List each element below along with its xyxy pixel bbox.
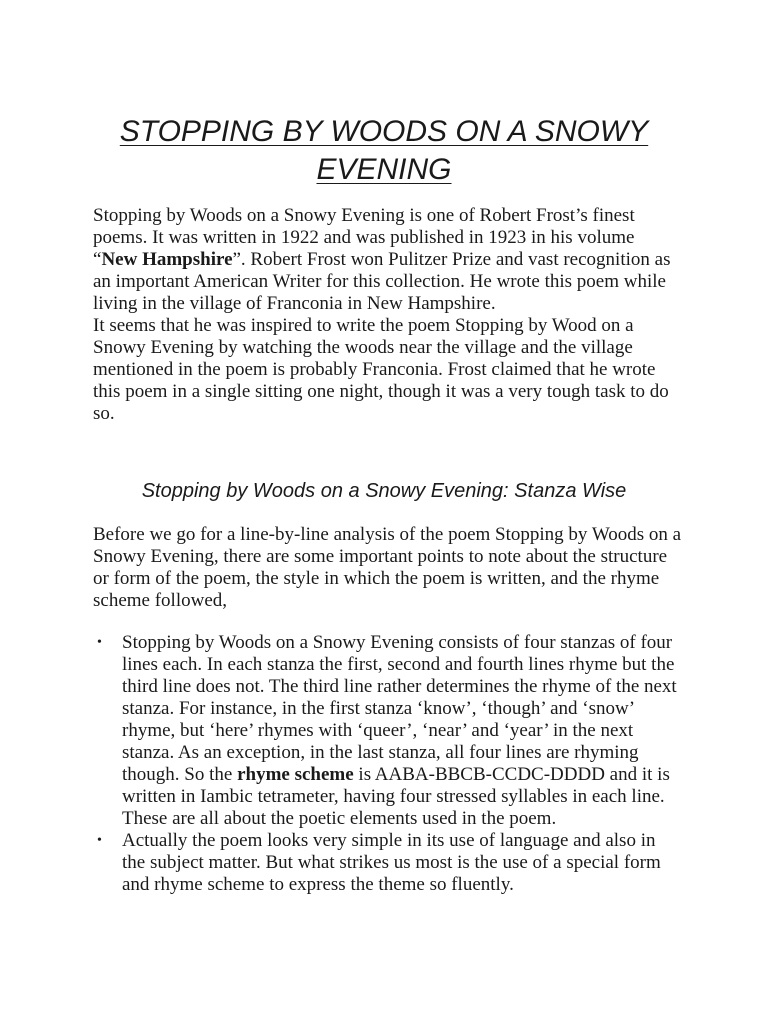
volume-name: New Hampshire xyxy=(101,249,233,270)
section-heading: Stopping by Woods on a Snowy Evening: Stanza Wise xyxy=(141,480,627,502)
intro-paragraph-2: It seems that he was inspired to write the poem Stopping by Wood on a Snowy Evening by watching the woods near the village and the village mentioned in the poem is probably Franconia. Frost claimed that he wrote this poem in a single sitting one night, though it was a very tough task to do so. xyxy=(93,315,669,424)
intro-paragraph-1 xyxy=(93,205,673,315)
bullet-1-text-b: is AABA-BBCB-CCDC-DDDD and it is written in Iambic tetrameter, having four stressed syllables in each line. These are all about the poetic elements used in the poem. xyxy=(122,764,670,829)
list-item xyxy=(93,632,683,830)
bullet-icon: • xyxy=(97,833,102,848)
title-line-2: EVENING xyxy=(316,153,452,186)
title-line-1: STOPPING BY WOODS ON A SNOWY xyxy=(119,115,649,148)
structure-intro-paragraph: Before we go for a line-by-line analysis of the poem Stopping by Woods on a Snowy Evening, there are some important points to note about the structure or form of the poem, the style in which the poem is written, and the rhyme scheme followed, xyxy=(93,524,682,611)
bullet-icon: • xyxy=(97,635,102,650)
page-title xyxy=(60,113,708,189)
bullet-2-text: Actually the poem looks very simple in its use of language and also in the subject matter. But what strikes us most is the use of a special form and rhyme scheme to express the theme so fluently. xyxy=(122,830,661,895)
list-item xyxy=(93,830,683,896)
bullet-list xyxy=(93,632,683,896)
intro-section xyxy=(93,205,673,425)
intro-text-b: ”. Robert Frost won Pulitzer Prize and vast recognition as an important American Writer for this collection. He wrote this poem while living in the village of Franconia in New Hampshire. xyxy=(93,249,671,314)
intro-text-a: Stopping by Woods on a Snowy Evening is one of Robert Frost’s finest poems. It was written in 1922 and was published in 1923 in his volume “ xyxy=(93,205,635,270)
rhyme-scheme-term: rhyme scheme xyxy=(237,764,354,785)
bullet-1-text-a: Stopping by Woods on a Snowy Evening consists of four stanzas of four lines each. In each stanza the first, second and fourth lines rhyme but the third line does not. The third line rather determines the rhyme of the next stanza. For instance, in the first stanza ‘know’, ‘though’ and ‘snow’ rhyme, but ‘here’ rhymes with ‘queer’, ‘near’ and ‘year’ in the next stanza. As an exception, in the last stanza, all four lines are rhyming though. So the xyxy=(122,632,677,785)
